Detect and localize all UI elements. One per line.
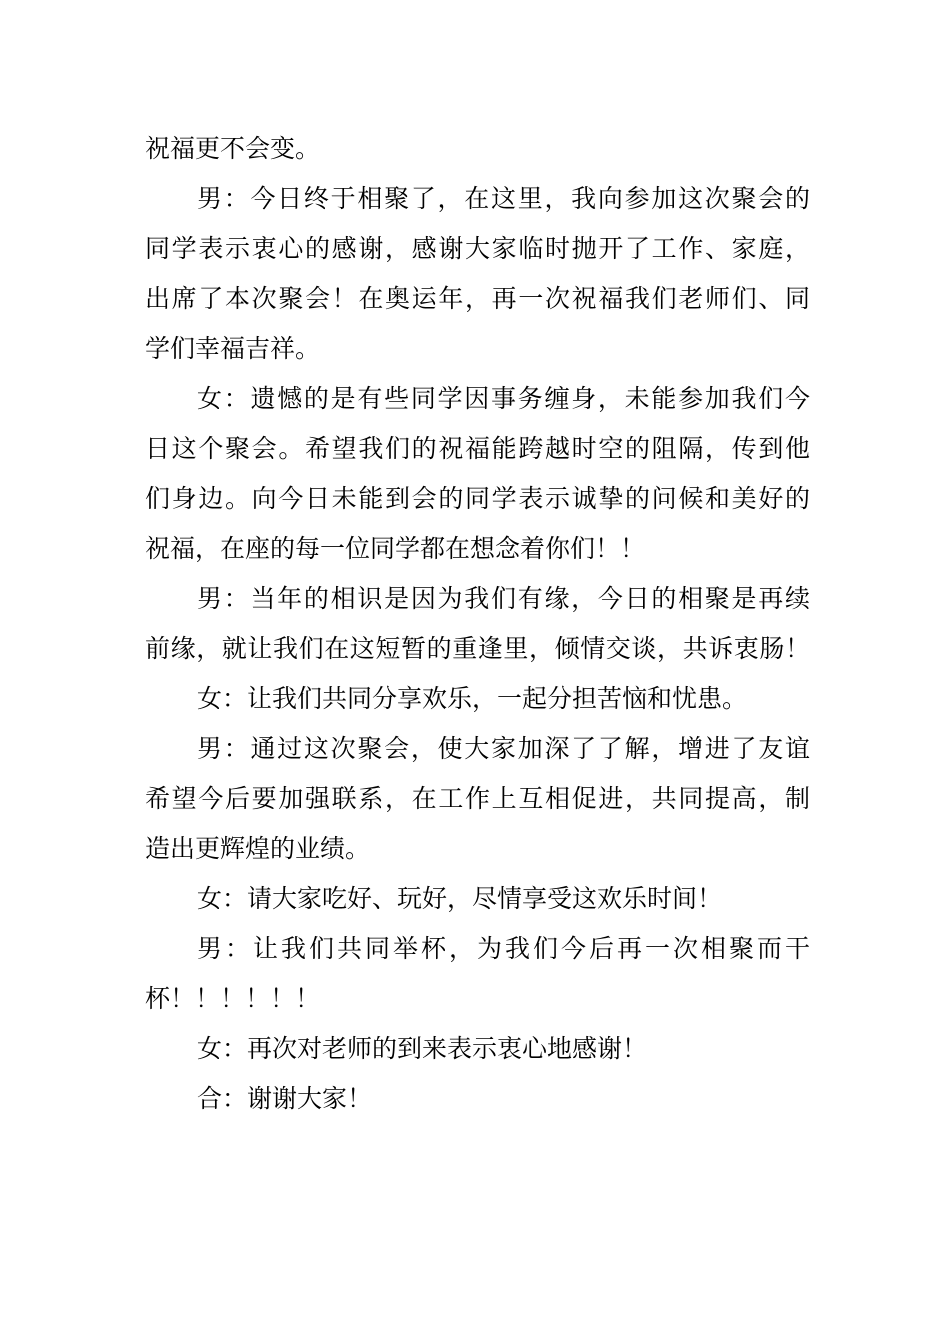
text-line: 女：让我们共同分享欢乐，一起分担苦恼和忧患。 xyxy=(197,684,748,713)
text-line: 女：再次对老师的到来表示衷心地感谢！ xyxy=(197,1034,648,1063)
text-line: 出席了本次聚会！在奥运年，再一次祝福我们老师们、同 xyxy=(145,284,810,313)
text-line: 女：请大家吃好、玩好，尽情享受这欢乐时间！ xyxy=(197,884,723,913)
text-line: 学们幸福吉祥。 xyxy=(145,334,321,363)
text-line: 们身边。向今日未能到会的同学表示诚挚的问候和美好的 xyxy=(145,484,810,513)
document-body xyxy=(145,124,810,1124)
text-line: 祝福更不会变。 xyxy=(145,134,321,163)
text-line: 女：遗憾的是有些同学因事务缠身，未能参加我们今 xyxy=(197,384,810,413)
text-line: 希望今后要加强联系，在工作上互相促进，共同提高，制 xyxy=(145,784,810,813)
text-line: 日这个聚会。希望我们的祝福能跨越时空的阻隔，传到他 xyxy=(145,434,810,463)
text-line: 男：让我们共同举杯，为我们今后再一次相聚而干 xyxy=(197,934,810,963)
text-line: 祝福，在座的每一位同学都在想念着你们！！ xyxy=(145,534,646,563)
text-line: 合：谢谢大家！ xyxy=(197,1084,373,1113)
text-line: 杯！！！！！！ xyxy=(145,984,321,1013)
text-line: 前缘，就让我们在这短暂的重逢里，倾情交谈，共诉衷肠！ xyxy=(145,634,810,663)
text-line: 男：当年的相识是因为我们有缘，今日的相聚是再续 xyxy=(197,584,810,613)
text-line: 男：通过这次聚会，使大家加深了了解，增进了友谊 xyxy=(197,734,810,763)
text-line: 男：今日终于相聚了，在这里，我向参加这次聚会的 xyxy=(197,184,810,213)
text-line: 同学表示衷心的感谢，感谢大家临时抛开了工作、家庭， xyxy=(145,234,810,263)
text-line: 造出更辉煌的业绩。 xyxy=(145,834,371,863)
